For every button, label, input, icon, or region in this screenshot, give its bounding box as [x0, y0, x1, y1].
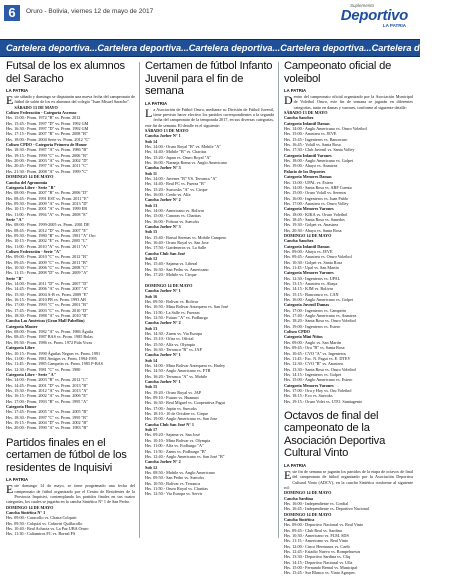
schedule-heading: Cancha Sardina [284, 495, 313, 501]
schedule-line: Hrs. 18:00.- Prom. 2004 Serie vs. Prom. 2012 "C" [6, 136, 91, 142]
schedule-line: Hrs. 13:00.- UPAL vs. Estero [284, 179, 334, 185]
schedule-line: Hrs. 09:00.- Caracollo vs. Chatra Colquiri [6, 515, 77, 521]
schedule-line: Hrs. 16:30.- Terranca "B" vs. JAP [145, 346, 202, 352]
schedule-line: Hrs. 17:15.- Prom. 2007 "B" vs. Prom. 2008 "B" [6, 131, 88, 137]
schedule-line: Hrs. 10:15.- Prom. 1990 Águilas Negras vs. Prom. 1991 [6, 350, 101, 356]
schedule-line: Hrs. 14:15.- KJM vs. Bolivar [284, 286, 333, 292]
schedule-line: Hrs. 17:45.- Prom. 2005 "A" vs. Prom. 2005 "B" [6, 409, 88, 415]
schedule-heading: Categoría Infantil Damas [284, 120, 330, 126]
schedule-line: Hrs. 10:15.- Prom. 2001 "A" vs. Prom. 1999 ER [6, 206, 88, 212]
schedule-line: Hrs. 09:45.- Club Real vs. Sardina [284, 527, 342, 533]
schedule-heading: Categoría Infantil Damas [284, 243, 330, 249]
schedule-line: Hrs. 14:45.- Prom. 2001 "D" vs. Prom. 2013 "B" [6, 382, 88, 388]
schedule-heading: Cancha Sanchez [284, 238, 314, 244]
schedule-line: Hrs. 14:15.- Deportivo Nacional vs. Ulla [284, 559, 353, 565]
schedule-line: Hrs. 16:00.- Poboas vs. Suecoks [145, 218, 200, 224]
logo-super: Suplemento [349, 3, 374, 8]
schedule-line: Hrs. 14:50.- Anglo Americano vs. FTB [145, 368, 211, 374]
schedule-heading: Palacio de los Deportes [284, 168, 326, 174]
schedule-line: Hrs. 14:40.- Real FC vs. Fuerza "B" [145, 181, 206, 187]
schedule-line: Hrs. 08:00.- Prom. 2007 "B" vs. Prom. 2006 "D" [6, 190, 88, 196]
schedule-line: Hrs. 20:30.- Abaya vs. Santa Rosa [284, 227, 342, 233]
schedule-list [6, 505, 135, 537]
drop-cap: L [145, 105, 153, 120]
schedule-heading: Coliseo Federación - Categoría Ascenso [6, 110, 77, 116]
article-infanto-juvenil [145, 60, 274, 497]
schedule-line: Hrs. 12:30.- Ingenieros vs. UPAL [284, 275, 341, 281]
schedule-line: Hrs. 16:00.- Anglo Americano vs. Golpet [284, 297, 354, 303]
schedule-heading: Cancha Joeher N° 1 [145, 352, 181, 358]
schedule-heading: Coliseo CPDO [284, 329, 310, 335]
schedule-line: Hrs. 16:20.- Terranca "A" vs. Mobile [145, 373, 208, 379]
schedule-line: Hrs. 16:40.- Oruro Royal vs. San Jose [145, 240, 209, 246]
schedule-heading: DOMINGO 14 DE MAYO [6, 174, 54, 180]
schedule-line: Hrs. 09:30.- Prom. 2009 "A" vs. Prom. 2013 "D" [6, 200, 89, 206]
schedule-line: Hrs. 09:10.- Futuro vs. Huanuni [145, 395, 199, 401]
schedule-line: Hrs. 14:00.- Anglo Americano vs. Oruro Voleibol [284, 126, 367, 132]
schedule-heading: Categoría Menores Varones [284, 382, 334, 388]
schedule-line: Hrs. 16:30.- San Pedro vs. Americano [145, 266, 209, 272]
schedule-heading: Cancha Sanchez [284, 115, 314, 121]
schedule-line: Hrs. 16:45.- Volall vs. Santa Rosa [284, 142, 341, 148]
schedule-heading: Cancha Joeher N° 2 [145, 459, 181, 465]
schedule-line: Hrs. 18:30.- Prom. 1987 "A" vs. Prom. 1986 "B" [6, 147, 88, 153]
schedule-heading: Serie "A" [6, 216, 24, 222]
schedule-line: Hrs. 11:45.- Upal vs. San Martín [284, 265, 339, 270]
schedule-line: Hrs. 17:00.- Prom. 1993 "C" vs. Prom. 2001 "B" [6, 302, 88, 308]
schedule-heading: DOMINGO 14 DE MAYO [284, 232, 332, 238]
schedule-line: Hrs. 18:00.- KIKA vs. Oruro Voleibol [284, 211, 348, 217]
schedule-line: Hrs. 18:45.- Santa Rosa vs. Sanedos [284, 216, 345, 222]
schedule-line: Hrs. 17:50.- Gardeneros vs. La Salle [145, 245, 207, 251]
schedule-heading: Sub 11 [145, 170, 157, 176]
schedule-line: Hrs. 09:00.- Anglo vs. San Martín [284, 339, 341, 345]
drop-cap: D [284, 93, 293, 107]
schedule-line: Hrs. 11:50.- Oruro Royal vs. Charitas [145, 485, 208, 491]
schedule-line: Hrs. 15:40.- Sajama vs. Liberal [145, 261, 198, 267]
article-intro: Este sábado y domingo se disputarán una nueva fecha del campeonato de fútbol de salón de los ex alumnos del colegio "Juan Misael Saracho". [6, 93, 135, 107]
schedule-heading: Sub 12 [145, 464, 158, 470]
ribbon-text: Cartelera deportiva...Cartelera deportiva...Cartelera deportiva...Cartelera deportiva...Cartelera deportiva... [6, 43, 463, 53]
schedule-heading: Categoría Libre - Serie "B" [6, 184, 56, 190]
schedule-line: Hrs. 16:30.- Prom. 1997 "D" vs. Prom. 1992 GM [6, 126, 89, 132]
schedule-line: Hrs. 08:00.- Prom. 1982 "A" vs. Prom. 1986 Águila [6, 329, 94, 335]
schedule-line: Hrs. 10:30.- Americano vs. FLM. SDS [284, 533, 349, 539]
schedule-line: Hrs. 14:00.- Juvenes "B" VS. Terranca "A" [145, 175, 218, 181]
schedule-line: Hrs. 08:50.- Mobile vs. Anglo Americano [145, 469, 215, 475]
schedule-line: Hrs. 14:00.- Prom. 2011 "D" vs. Prom. 2007 "D" [6, 281, 88, 287]
schedule-line: Hrs. 09:30.- Prom. 1986 vs. Prom. 1972 Pida Vivas [6, 339, 93, 345]
column-divider [278, 62, 279, 538]
schedule-line: Hrs. 19:15.- Prom. 1990 "C" vs. Prom. 2006 "B" [6, 152, 88, 158]
schedule-line: Hrs. 15:00.- Anastrea vs. JEVE [284, 131, 337, 137]
schedule-line: Hrs. 14:00.- Santa Rosa vs. ABF Cuenta [284, 184, 352, 190]
column-left [6, 60, 135, 540]
schedule-line: Hrs. 09:45.- Anastrea vs. Oruro Voleibol [284, 254, 352, 260]
schedule-line: Hrs. 15:45.- Ingenieros vs. Bancoruro [284, 136, 348, 142]
schedule-line: Hrs. 19:00.- Anglo Americano vs. San Jose [145, 416, 218, 422]
schedule-line: Hrs. 09:00.- Deportivo Nacional vs. Real Vinto [284, 522, 364, 528]
schedule-heading: DOMINGO 14 DE MAYO [284, 490, 332, 496]
article-title: Futsal de los ex alumnos del Saracho [6, 60, 125, 85]
schedule-line: Hrs. 17:00.- Japón vs. Suecoks [145, 405, 197, 411]
drop-cap: E [6, 482, 14, 497]
schedule-heading: Categoría Master [6, 323, 38, 329]
schedule-heading: Sub 16 [145, 293, 158, 299]
schedule-heading: Cancha Joeher N° 2 [145, 320, 181, 326]
schedule-line: Hrs. 15:10.- Ofira vs. Oficial [145, 336, 194, 342]
schedule-line: Hrs. 15:00.- Canoras vs. Charitas [145, 213, 201, 219]
schedule-line: Hrs. 17:00.- Prom. 1993 "B" vs. Prom. 1995 "A" [6, 398, 88, 404]
article-source: LA PATRIA [6, 88, 29, 93]
schedule-line: Hrs. 15:30.- Prom. 2004 A-B vs. Prom. 2009 "E" [6, 291, 89, 297]
column-divider [139, 62, 140, 538]
article-intro: Este fin de semana se jugarán los partidos de la etapa de octavos de final del campeonato de fútbol organizado por la Asociación Deportiva Cultural Vinto (ADCV), en la cancha Sintética conforme al siguiente rol: [284, 467, 413, 490]
schedule-line: Hrs. 14:40.- Mobile "B" vs. Charitas [145, 149, 207, 155]
schedule-heading: Cancha Joeher N° 2 [145, 197, 181, 203]
schedule-line: Hrs. 16:15.- Prom. 2002 "A" vs. Prom. 2006 "E" [6, 393, 88, 399]
schedule-line: Hrs. 14:45.- Prom. 2006 "A" vs. Prom. 2007 "A" [6, 286, 89, 292]
schedule-heading: Cancha Joeher N° 1 [145, 379, 181, 385]
schedule-line: Hrs. 16:00.- Naranja Roma vs. Anglo Americano [145, 159, 227, 165]
schedule-line: Hrs. 11:15.- Prom. 2008 "D" vs. Prom. 2009 "A" [6, 270, 88, 276]
schedule-line: Hrs. 13:30.- Santa Rosa vs. Oruro Voleibol [284, 366, 356, 372]
schedule-line: Hrs. 14:00.- Mina Bolivar Antequera vs. Harley [145, 363, 226, 368]
schedule-line: Hrs. 11:00.- Alfa vs. Fodburgo "A" [145, 443, 204, 449]
schedule-line: Hrs. 09:50.- San Pedro vs. Suecoks [145, 475, 205, 481]
schedule-line: Hrs. 15:30.- Prom. 2012 "A" vs. Prom. 2013 "A" [6, 387, 89, 393]
schedule-line: Hrs. 16:00.- Credo vs. Alfa [145, 192, 191, 197]
column-right [284, 60, 413, 576]
schedule-line: Hrs. 16:15.- Prom. 2010 PR vs. Prom. 1993 AB [6, 297, 86, 303]
schedule-line: Hrs. 11:15.- Americano vs. Real Vinto [284, 538, 349, 544]
schedule-line: Hrs. 09:45.- Oru "B" vs. Santa Rosa [284, 345, 345, 351]
schedule-line: Hrs. 08:45.- Prom. 2012 "D" vs. Prom. 2007 "E" [6, 227, 88, 233]
schedule-line: Hrs. 10:30.- Golpet vs. Santa Rosa [284, 259, 343, 265]
schedule-line: Hrs. 10:10.- Mina Bolivar vs. Olympia [145, 437, 211, 443]
schedule-line: Hrs. 15:00.- Anglo Americano vs. Estero [284, 377, 353, 383]
schedule-line: Hrs. 13:30.- Deportivo Sardina vs. Cliq [284, 554, 351, 560]
schedule-line: Hrs. 16:45.- Independiente vs. Deportivo Nacional [284, 506, 369, 512]
schedule-heading: Categoría Libre - Serie "A" [6, 371, 56, 377]
schedule-heading: Cancha Joeher N° 3 [145, 224, 181, 230]
schedule-line: Hrs. 15:45.- Prom. 1997 "D" vs. Prom. 1992 GM [6, 120, 89, 126]
schedule-heading: Sub 13 [145, 325, 158, 331]
schedule-line: Hrs. 18:00.- Anglo Americano vs. Golpet [284, 158, 354, 164]
schedule-line: Hrs. 11:45.- Esc. N. Pagui vs. E. DTEV [284, 355, 351, 361]
schedule-heading: Categoría Menores Varones [284, 270, 334, 276]
schedule-heading: Cancha Sintética [284, 517, 315, 523]
schedule-line: Hrs. 10:15.- Prom. 2002 "E" vs. Prom. 2005 "C" [6, 238, 88, 244]
schedule-line: Hrs. 13:15.- Anastrea vs. Abaya [284, 281, 338, 287]
schedule-line: Hrs. 17:00.- Anastrea vs. Oruro Volley [284, 200, 349, 206]
article-intro: Este domingo 14 de mayo, se tiene programado una fecha del campeonato de fútbol organizado por el Centro de Residentes de la Provincia Inquisivi, contemplando los partidos finales en sus cuatro categorías, los cuales se jugarán en la cancha Sintética N° 1 de San Pedro. [6, 482, 135, 505]
schedule-heading: SÁBADO 13 DE MAYO [284, 110, 328, 116]
schedule-line: Hrs. 16:00.- Independiente vs. Cordial [284, 501, 349, 506]
schedule-line: Hrs. 17:40.- Anglo Americano vs. Anastrea [284, 313, 357, 319]
schedule-line: Hrs. 14:15.- Ingenieros vs. Golpet [284, 371, 342, 377]
schedule-heading: Sub 17 [145, 427, 158, 433]
article-vinto [284, 410, 413, 576]
schedule-heading: Coliseo Federación - Serie "A" [6, 248, 62, 254]
schedule-line: Hrs. 11:00.- Prom. 2010 "A" vs. Prom. 2011 "A" [6, 243, 88, 249]
article-intro: La Asociación de Fútbol Oruro, mediante su División de Fútbol Juvenil, tiene previsto hacer efectivo los partidos correspondientes a la segunda fecha del campeonato de la temporada 2017, en sus diversas categorías, este fin de semana. El detalle es el siguiente: [145, 105, 274, 128]
schedule-heading: Categoría Infantil Varones [284, 152, 332, 158]
schedule-line: Hrs. 19:30.- Golpet vs. Anastrea [284, 222, 339, 228]
article-title: Campeonato oficial de voleibol [284, 60, 392, 85]
schedule-heading: Cancha Las Américas (Gran Mall Pabellón) [6, 318, 85, 324]
article-title: Partidos finales en el certamen de fútbol de los residentes de Inquisivi [6, 436, 127, 474]
schedule-heading: Cancha Joeher N° 3 [145, 165, 181, 171]
schedule-line: Hrs. 08:00.- Prom. 1999-2005 vs. Prom. 2001 DE [6, 222, 90, 228]
schedule-heading: Sub 15 [145, 229, 158, 235]
schedule-line: Hrs. 21:30.- Prom. 2008 "A" vs. Prom. 1999 "C" [6, 168, 88, 174]
schedule-line: Hrs. 16:00.- Ingenieros vs. Juan Pablo [284, 195, 348, 201]
schedule-line: Hrs. 19:00.- Ingenieros vs. Estero [284, 323, 341, 329]
schedule-heading: Cancha Joeher N° 1 [145, 133, 181, 139]
schedule-line: Hrs. 11:50.- Zaens vs. Fodburgo "B" [145, 448, 207, 454]
schedule-heading: SÁBADO 13 DE MAYO [145, 127, 189, 133]
schedule-line: Hrs. 18:30.- Prom. 1997 "C" vs. Prom. 1995 "B" [6, 414, 88, 420]
schedule-line: Hrs. 20:00.- Prom. 2003 "A" vs. Prom. 2002 "D" [6, 158, 89, 164]
schedule-heading: Sub 14 [145, 138, 158, 144]
schedule-line: Hrs. 19:00.- Abaya vs. Anastrea [284, 163, 338, 169]
schedule-line: Hrs. 15:45.- Sur Blanco vs. Vinto Agropec. [284, 570, 357, 576]
schedule-line: Hrs. 17:00.- Ingenieros vs. Campeón [284, 307, 346, 313]
drop-cap: E [284, 467, 292, 482]
schedule-heading: Categoría Honor [6, 403, 37, 409]
drop-cap: E [6, 93, 14, 107]
schedule-line: Hrs. 14:30.- Zaens vs. Via Europa [145, 330, 202, 336]
article-source: LA PATRIA [284, 462, 307, 468]
schedule-list [284, 490, 413, 576]
schedule-heading: Cancha Club San José [145, 250, 186, 256]
schedule-line: Hrs. 09:00.- Abaya vs. JEVE [284, 248, 333, 254]
schedule-heading: DOMINGO 14 DE MAYO [6, 504, 54, 510]
schedule-line: Hrs. 12:45.- Estadio Nuevo vs. Rompehuesos [284, 549, 361, 555]
schedule-line: Hrs. 15:00.- Fernando Bernal vs. Municipal [284, 565, 358, 571]
schedule-list [284, 110, 413, 404]
schedule-line: Hrs. 17:30.- Club Juvenil vs. Santa Volley [284, 147, 355, 153]
schedule-line: Hrs. 12:00.- Cinco Hermanos vs. Carib [284, 543, 350, 549]
schedule-line: Hrs. 09:00.- Prom. 2010 "C" vs. Prom. 2012 "B" [6, 254, 88, 260]
schedule-line: Hrs. 09:20.- Sajama vs. San José [145, 432, 200, 438]
schedule-heading: Categoría Mini Niños [284, 334, 323, 340]
schedule-line: Hrs. 09:45.- Prom. 2009 "C" vs. Prom. 2011 "B" [6, 259, 88, 265]
schedule-line: Hrs. 11:45.- Prom. 1985 Campeón vs. Prom. 1985 P-BAS [6, 361, 103, 367]
schedule-line: Hrs. 11:30.- Caltamiros FC vs. Boreal FS [6, 531, 76, 537]
schedule-line: Hrs. 15:00.- Oruro Volall vs. Serenos [284, 190, 347, 196]
schedule-line: Hrs. 12:50.- Futuro "A" vs. Fodburgo [145, 314, 208, 320]
article-title: Octavos de final del campeonato de la Asociación Deportiva Cultural Vinto [284, 409, 386, 460]
schedule-line: Hrs. 10:40.- Real Achacta vs. La Paz UBA Oruro [6, 525, 89, 531]
article-intro: Dentro del campeonato oficial organizado por la Asociación Municipal de Voleibol Oruro, este fin de semana se jugarán en diferentes categorías, tanto en damas y varones, conforme al siguiente detalle: [284, 93, 413, 110]
schedule-heading: Cancha Club San José N° 1 [145, 421, 195, 427]
schedule-line: Hrs. 09:50.- Colquiri vs. Cañaviri Quillacollo [6, 520, 83, 526]
column-center [145, 60, 274, 540]
dateline: Oruro - Bolivia, viernes 12 de mayo de 2017 [26, 8, 154, 15]
schedule-list [6, 105, 135, 431]
schedule-line: Hrs. 12:30.- Prom. 1981 "C" vs. Prom. 1980 [6, 366, 81, 372]
schedule-heading: Categoría Libre [6, 345, 35, 351]
schedule-heading: Categoría Menores Damas [284, 174, 332, 180]
schedule-line: Hrs. 14:00.- Americano vs. Bolivar [145, 208, 204, 214]
schedule-line: Hrs. 16:30.- Real Miguel vs. Cooperativa Pagui [145, 400, 225, 406]
schedule-line: Hrs. 15:00.- Prom. 1972 "B" vs. Prom. 2012 [6, 115, 81, 121]
schedule-line: Hrs. 17:45.- Prom. 2003 "C" vs. Prom. 2010 "D" [6, 307, 88, 313]
schedule-line: Hrs. 19:20.- Oruro Royal vs. JAP [145, 389, 202, 395]
schedule-line: Hrs. 10:45.- CVO "A" vs. Ingenieros [284, 350, 347, 356]
schedule-heading: Sub 13 [145, 202, 158, 208]
schedule-heading: Cancha Sintética N° 1 [6, 509, 46, 515]
schedule-line: Hrs. 15:15.- Bancoruro vs. CAN [284, 291, 339, 297]
schedule-line: Hrs. 11:00.- Prom. 1994 "A" vs. Prom. 2008 "E" [6, 211, 88, 217]
schedule-line: Hrs. 19:15.- Oruro Volei vs. UTO. Santiagenio [284, 398, 363, 404]
schedule-heading: Sub 12 [145, 256, 158, 262]
schedule-heading: Serie "B" [6, 275, 24, 281]
schedule-line: Hrs. 09:30.- Prom. 1980 "B" vs. Prom. 1981 "A" Oro [6, 232, 96, 238]
schedule-line: Hrs. 18:30.- Prom. 1988 "A" vs. Prom. 2010 "B" [6, 313, 88, 319]
schedule-heading: DOMINGO 14 DE MAYO [284, 511, 332, 517]
page-header [0, 0, 420, 34]
schedule-heading: DOMINGO 14 DE MAYO [145, 282, 193, 288]
supplement-logo [304, 3, 414, 31]
schedule-line: Hrs. 15:40.- Barsal Serenas vs. Mobile Campero [145, 234, 227, 240]
schedule-line: Hrs. 20:00.- Prom. 1990 "A" vs. Prom. 1983 "B" [6, 425, 88, 431]
schedule-line: Hrs. 15:50.- Alfa vs. Olympia [145, 341, 195, 347]
article-source: LA PATRIA [6, 477, 29, 483]
schedule-line: Hrs. 12:30.- CVO "B" vs. Anastrea [284, 361, 343, 367]
article-futsal [6, 60, 135, 431]
schedule-line: Hrs. 08:45.- Prom. 1987 BAS vs. Prom. 1985 Bolas [6, 334, 93, 340]
schedule-line: Hrs. 15:20.- Suecosks "A" vs. Cirque [145, 186, 208, 192]
schedule-line: Hrs. 11:00.- Prom. 1981 Amigos vs. Prom. 1994-1995 [6, 355, 97, 361]
schedule-heading: Sub 14 [145, 357, 158, 363]
logo-main: Deportivo [340, 7, 408, 24]
schedule-line: Hrs. 19:15.- Prom. 2004 "D" vs. Prom. 2002 "B" [6, 419, 88, 425]
schedule-heading: Coliseo CPDO - Categoría Primera de Honor [6, 142, 87, 148]
schedule-heading: Categoría Juvenil Damas [284, 302, 330, 308]
schedule-heading: SÁBADO 13 DE MAYO [14, 104, 58, 110]
schedule-heading: Cancha del Agronomía [6, 179, 48, 185]
schedule-line: Hrs. 14:00.- Prom. 2003 "B" vs. Prom. 2012 "C" [6, 377, 88, 383]
article-title: Certamen de fútbol Infanto Juvenil para el fin de semana [145, 60, 273, 97]
schedule-line: Hrs. 12:50.- Via Europa vs. Servir [145, 491, 203, 497]
schedule-line: Hrs. 08:45.- Prom. 1991 EST vs. Prom. 2011 "E" [6, 195, 89, 201]
article-source: LA PATRIA [284, 88, 307, 93]
article-source: LA PATRIA [145, 100, 168, 106]
schedule-line: Hrs. 18:10.- 10 de Octubre vs. Cirque [145, 411, 209, 417]
page-number: 6 [4, 5, 20, 21]
schedule-line: Hrs. 09:50.- Bolivar vs. Bolivar [145, 298, 199, 304]
schedule-line: Hrs. 15:20.- Japan vs. Oruro Royal "A" [145, 154, 212, 160]
schedule-heading: Sub 15 [145, 384, 158, 390]
schedule-line: Hrs. 11:50.- La Salle vs. Fuerzas [145, 309, 200, 315]
schedule-line: Hrs. 12:40.- Anglo Americano vs. San José "B" [145, 453, 225, 459]
article-inquisivi [6, 437, 135, 537]
schedule-line: Hrs. 14:00.- Oruro Royal "B" vs. Mobile "A" [145, 143, 221, 149]
schedule-line: Hrs. 17:20.- Mobile vs. Cirque [145, 272, 197, 278]
schedule-line: Hrs. 10:50.- Mina Bolivar Antequera vs. San José [145, 304, 229, 310]
schedule-line: Hrs. 10:50.- Bolivar vs. Terranca [145, 480, 201, 486]
schedule-line: Hrs. 20:45.- Prom. 1997 "A" vs. Prom. 2011 "C" [6, 163, 88, 169]
schedule-heading: Cancha Joeher N° 1 [145, 288, 181, 294]
schedule-line: Hrs. 18:20.- Santa Rosa vs. Oruro Voleibol [284, 318, 356, 324]
schedule-list [145, 128, 274, 497]
schedule-heading: Categoría Menores Varones [284, 206, 334, 212]
schedule-line: Hrs. 18:15.- Eco vs. Suecoks [284, 393, 333, 399]
schedule-line: Hrs. 17:00.- Oru y Hoy vs. Oru Voleibol [284, 387, 352, 393]
logo-sub: LA PATRIA [382, 23, 406, 28]
section-ribbon [0, 39, 463, 57]
schedule-line: Hrs. 10:30.- Prom. 2006 "C" vs. Prom. 2008 "C" [6, 265, 88, 270]
article-voleibol [284, 60, 413, 404]
